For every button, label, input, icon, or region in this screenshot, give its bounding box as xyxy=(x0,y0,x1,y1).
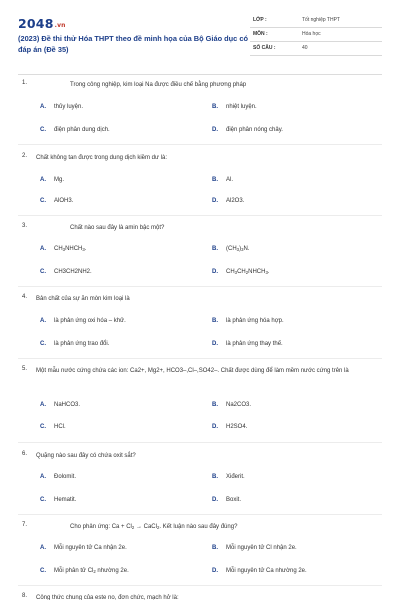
header-divider xyxy=(18,74,382,75)
option-a[interactable]: A. Mỗi nguyên tử Ca nhận 2e. xyxy=(40,545,127,551)
question-number: 2. xyxy=(22,153,28,159)
option-d[interactable]: D. là phản ứng thay thế. xyxy=(212,341,283,347)
question-divider xyxy=(18,358,382,359)
question-text: Bản chất của sự ăn mòn kim loại là xyxy=(36,296,130,302)
question-text: Một mẫu nước cứng chứa các ion: Ca2+, Mg2+, HCO3–,Cl–,SO42–. Chất được dùng để làm mềm nước cứng trên là xyxy=(36,368,349,374)
question-number: 5. xyxy=(22,366,28,372)
question-number: 3. xyxy=(22,223,28,229)
question-divider xyxy=(18,514,382,515)
option-d[interactable]: D. $CH_3CH_2NHCH_3$. xyxy=(212,269,270,275)
meta-label: LỚP : xyxy=(253,17,267,23)
option-d[interactable]: D. H2SO4. xyxy=(212,424,248,430)
page-header xyxy=(18,14,382,64)
question-number: 4. xyxy=(22,294,28,300)
question-number: 7. xyxy=(22,522,28,528)
question-divider xyxy=(18,286,382,287)
formula-ch3nhch3: $CH_3NHCH_3$. xyxy=(54,246,87,252)
option-a[interactable]: A. thủy luyện. xyxy=(40,104,84,110)
option-d[interactable]: D. Boxit. xyxy=(212,497,242,503)
question-number: 6. xyxy=(22,451,28,457)
meta-row-count xyxy=(250,42,382,56)
exam-title: (2023) Đề thi thử Hóa THPT theo đề minh họa của Bộ Giáo dục có đáp án (Đề 35) xyxy=(18,34,248,54)
option-c[interactable]: C. điện phân dung dịch. xyxy=(40,127,110,133)
question-text: Chất nào sau đây là amin bậc một? xyxy=(70,225,165,231)
option-c[interactable]: C. CH3CH2NH2. xyxy=(40,269,92,275)
meta-label: MÔN : xyxy=(253,31,268,37)
option-c[interactable]: C. HCl. xyxy=(40,424,66,430)
meta-value: Tốt nghiệp THPT xyxy=(302,17,340,23)
option-b[interactable]: B. Mỗi nguyên tử Cl nhận 2e. xyxy=(212,545,297,551)
option-c[interactable]: C. là phản ứng trao đổi. xyxy=(40,341,110,347)
question-divider xyxy=(18,442,382,443)
question-divider xyxy=(18,144,382,145)
question-number: 8. xyxy=(22,593,28,599)
question-text: Công thức chung của este no, đơn chức, mạch hở là: xyxy=(36,595,179,600)
option-d[interactable]: D. Mỗi nguyên tử Ca nhường 2e. xyxy=(212,568,307,574)
formula-ch3-3n: $(CH_3)_3N$. xyxy=(226,246,250,252)
meta-row-class xyxy=(250,14,382,28)
option-a[interactable]: A. Mg. xyxy=(40,177,65,183)
exam-meta-table xyxy=(250,14,382,56)
option-a[interactable]: A. Đolomit. xyxy=(40,474,77,480)
option-a[interactable]: A. $CH_3NHCH_3$. xyxy=(40,246,87,252)
option-a[interactable]: A. là phản ứng oxi hóa – khử. xyxy=(40,318,126,324)
option-b[interactable]: B. $(CH_3)_3N$. xyxy=(212,246,250,252)
option-b[interactable]: B. nhiệt luyện. xyxy=(212,104,257,110)
question-text: Cho phản ứng: $Ca + Cl_2$ → CaCl$_2$. Kết luận nào sau đây đúng? xyxy=(70,524,238,530)
meta-value: Hóa học xyxy=(302,31,321,37)
option-d[interactable]: D. Al2O3. xyxy=(212,198,245,204)
option-c[interactable]: C. Mỗi phân tử $Cl_2$ nhường 2e. xyxy=(40,568,129,574)
question-divider xyxy=(18,215,382,216)
meta-row-subject xyxy=(250,28,382,42)
meta-label: SỐ CÂU : xyxy=(253,45,276,51)
option-d[interactable]: D. điện phân nóng chảy. xyxy=(212,127,283,133)
question-text: Trong công nghiệp, kim loại Na được điều chế bằng phương pháp xyxy=(70,82,247,88)
question-text: Quặng nào sau đây có chứa oxit sắt? xyxy=(36,453,136,459)
question-number: 1. xyxy=(22,80,28,86)
question-text: Chất không tan được trong dung dịch kiềm dư là: xyxy=(36,155,168,161)
option-b[interactable]: B. là phản ứng hóa hợp. xyxy=(212,318,284,324)
option-b[interactable]: B. Na2CO3. xyxy=(212,402,252,408)
option-b[interactable]: B. Xiđerit. xyxy=(212,474,245,480)
site-logo[interactable]: 2048.vn xyxy=(18,16,66,31)
option-b[interactable]: B. Al. xyxy=(212,177,234,183)
option-c[interactable]: C. Hematit. xyxy=(40,497,77,503)
option-a[interactable]: A. NaHCO3. xyxy=(40,402,81,408)
formula-ch3ch2nhch3: $CH_3CH_2NHCH_3$. xyxy=(226,269,270,275)
option-c[interactable]: C. AlOH3. xyxy=(40,198,74,204)
meta-value: 40 xyxy=(302,45,308,51)
question-divider xyxy=(18,585,382,586)
